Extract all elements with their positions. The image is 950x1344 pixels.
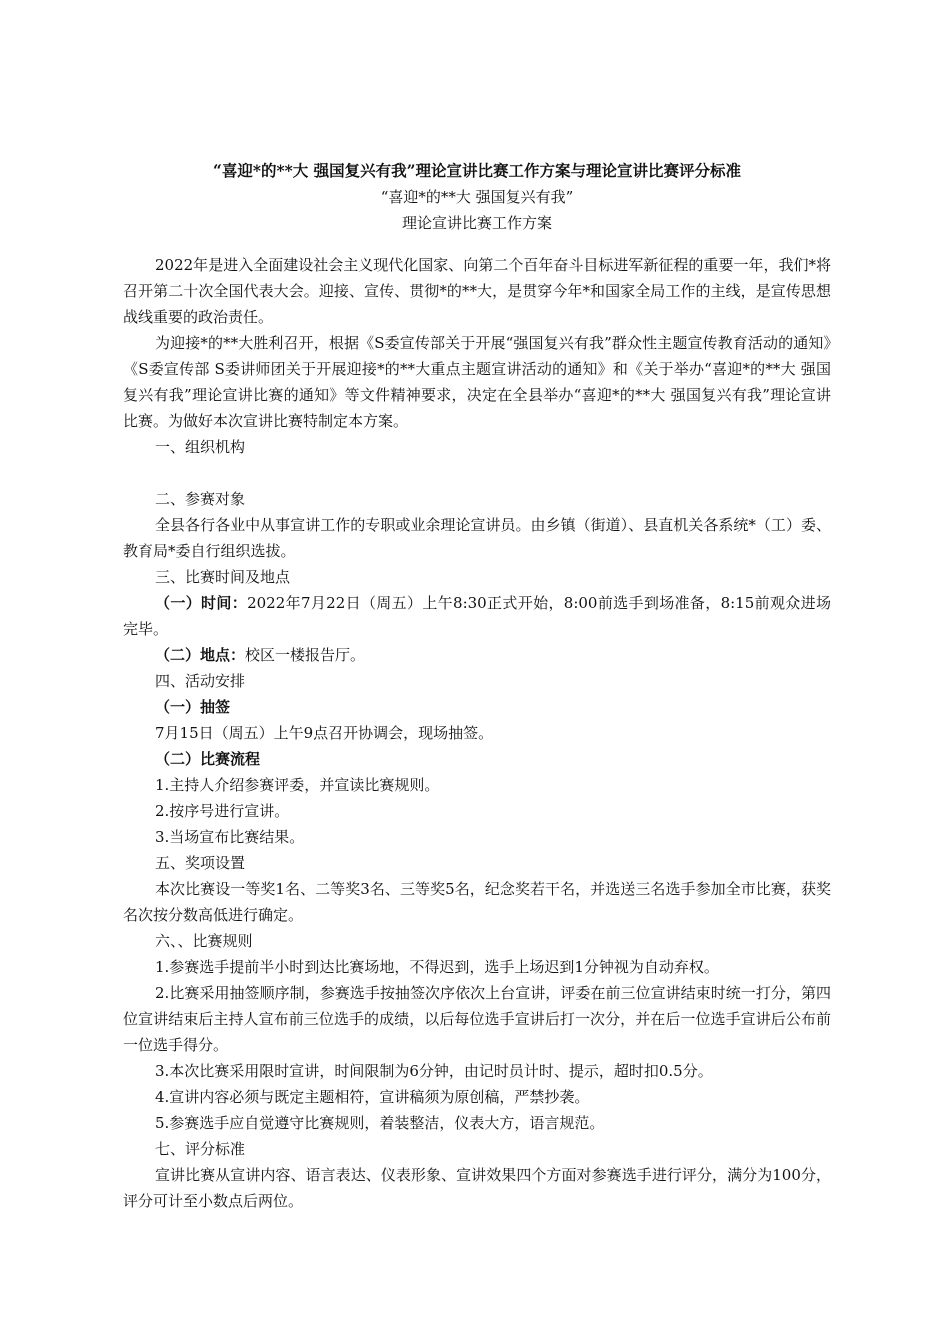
section-4-heading: 四、活动安排 <box>155 672 246 690</box>
document-subtitle-2: 理论宣讲比赛工作方案 <box>401 214 552 232</box>
time-label: （一）时间： <box>155 594 248 612</box>
section-3-heading: 三、比赛时间及地点 <box>155 568 291 586</box>
intro-paragraph-1: 2022年是进入全面建设社会主义现代化国家、向第二个百年奋斗目标进军新征程的重要一年，我们*将召开第二十次全国代表大会。迎接、宣传、贯彻*的**大，是贯穿今年*和国家全局工作的主线，是宣传思想战线重要的政治责任。 <box>123 256 831 326</box>
flow-item: 3.当场宣布比赛结果。 <box>155 828 305 846</box>
place-label: （二）地点： <box>155 646 246 664</box>
rule-item: 1.参赛选手提前半小时到达比赛场地，不得迟到，选手上场迟到1分钟视为自动弃权。 <box>155 958 719 976</box>
section-7-heading: 七、评分标准 <box>155 1140 246 1158</box>
section-2-body: 全县各行各业中从事宣讲工作的专职或业余理论宣讲员。由乡镇（街道）、县直机关各系统*（工）委、教育局*委自行组织选拔。 <box>123 516 831 560</box>
section-5-body: 本次比赛设一等奖1名、二等奖3名、三等奖5名，纪念奖若干名，并选送三名选手参加全市比赛，获奖名次按分数高低进行确定。 <box>123 880 831 924</box>
flow-item: 1.主持人介绍参赛评委，并宣读比赛规则。 <box>155 776 440 794</box>
section-1-heading: 一、组织机构 <box>155 438 246 456</box>
section-4-sub-2: （二）比赛流程 <box>155 750 261 768</box>
document-subtitle: “喜迎*的**大 强国复兴有我” <box>380 188 574 206</box>
rule-item: 5.参赛选手应自觉遵守比赛规则，着装整洁，仪表大方，语言规范。 <box>155 1114 605 1132</box>
rule-item: 2.比赛采用抽签顺序制，参赛选手按抽签次序依次上台宣讲，评委在前三位宣讲结束时统一打分，第四位宣讲结束后主持人宣布前三位选手的成绩，以后每位选手宣讲后打一次分，并在后一位选手宣讲后公布前一位选手得分。 <box>123 984 831 1054</box>
section-6-heading: 六、、比赛规则 <box>155 932 253 950</box>
section-3-time <box>123 590 831 642</box>
section-5-heading: 五、奖项设置 <box>155 854 246 872</box>
document-body <box>123 158 831 1214</box>
section-4-sub-1-body: 7月15日（周五）上午9点召开协调会，现场抽签。 <box>155 724 494 742</box>
blank-line <box>123 460 831 486</box>
section-4-sub-1: （一）抽签 <box>155 698 231 716</box>
section-3-place <box>123 642 831 668</box>
rule-item: 3.本次比赛采用限时宣讲，时间限制为6分钟，由记时员计时、提示，超时扣0.5分。 <box>155 1062 713 1080</box>
time-body: 2022年7月22日（周五）上午8:30正式开始，8:00前选手到场准备，8:15前观众进场完毕。 <box>123 594 831 638</box>
place-body: 校区一楼报告厅。 <box>245 646 366 664</box>
intro-paragraph-2: 为迎接*的**大胜利召开，根据《S委宣传部关于开展“强国复兴有我”群众性主题宣传教育活动的通知》《S委宣传部 S委讲师团关于开展迎接*的**大重点主题宣讲活动的通知》和《关于举办“喜迎*的**大 强国复兴有我”理论宣讲比赛的通知》等文件精神要求，决定在全县举办“喜迎*的**大 强国复兴有我”理论宣讲比赛。为做好本次宣讲比赛特制定本方案。 <box>123 334 831 430</box>
rule-item: 4.宣讲内容必须与既定主题相符，宣讲稿须为原创稿，严禁抄袭。 <box>155 1088 590 1106</box>
flow-item: 2.按序号进行宣讲。 <box>155 802 290 820</box>
section-2-heading: 二、参赛对象 <box>155 490 246 508</box>
document-title: “喜迎*的**大 强国复兴有我”理论宣讲比赛工作方案与理论宣讲比赛评分标准 <box>212 161 742 180</box>
section-7-body: 宣讲比赛从宣讲内容、语言表达、仪表形象、宣讲效果四个方面对参赛选手进行评分，满分为100分，评分可计至小数点后两位。 <box>123 1166 831 1210</box>
